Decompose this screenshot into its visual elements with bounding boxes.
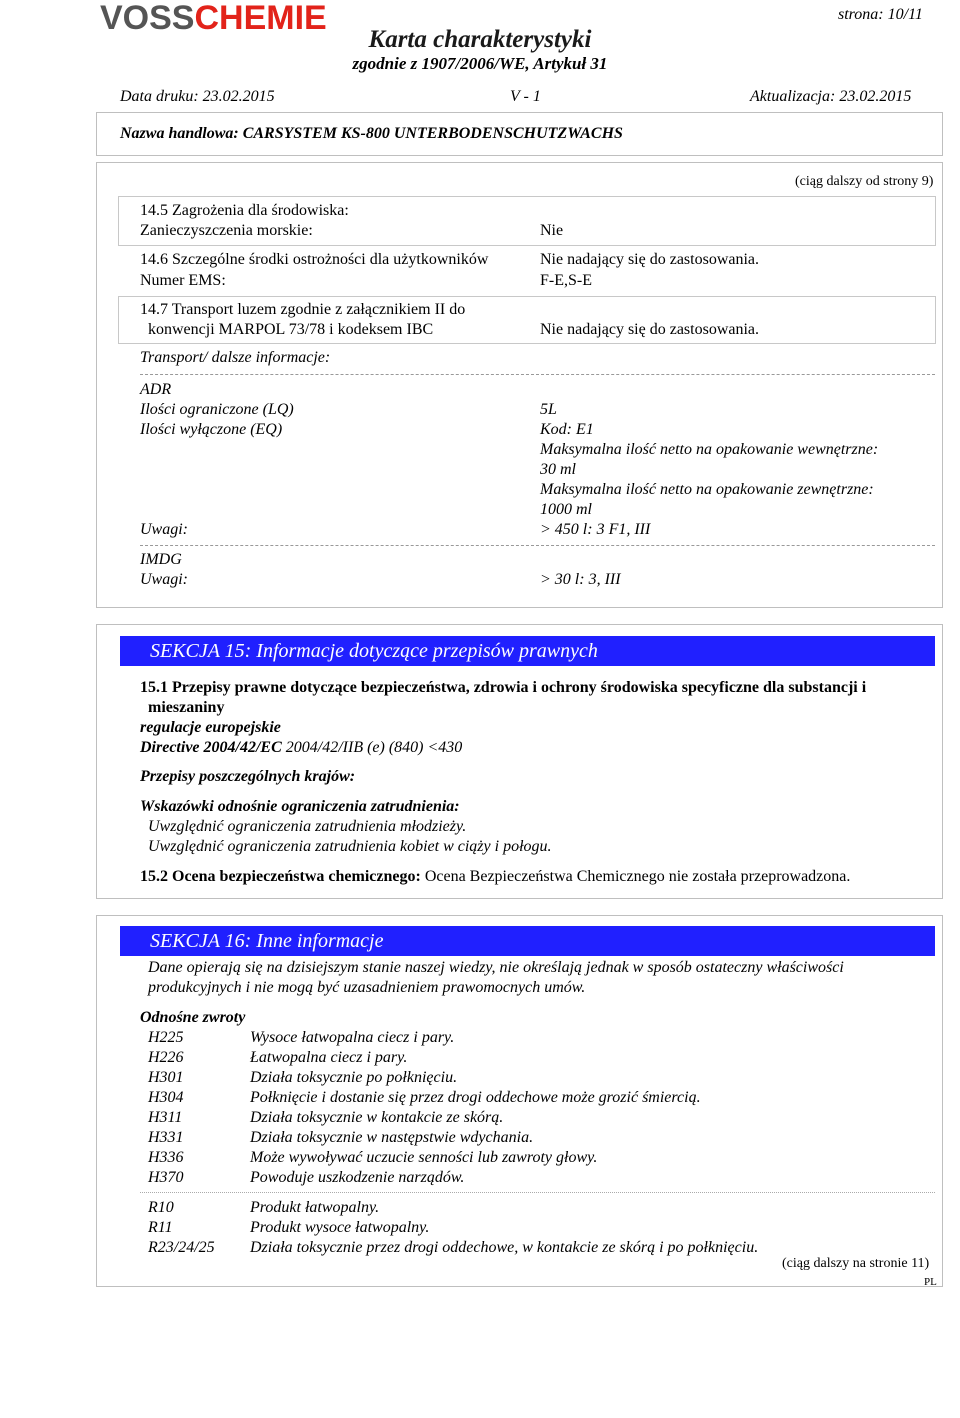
document-title: Karta charakterystyki [368,26,592,53]
logo-part-2: CHEMIE [194,0,327,37]
eq-inner-1: Maksymalna ilość netto na opakowanie wewnętrzne: [540,441,879,458]
phrase-code: H304 [148,1089,184,1106]
phrase-code: R11 [148,1219,173,1236]
imdg-remarks-label: Uwagi: [140,571,188,588]
phrases-label: Odnośne zwroty [140,1009,246,1026]
phrase-code: H370 [148,1169,184,1186]
lq-label: Ilości ograniczone (LQ) [140,401,294,418]
csa-value: Ocena Bezpieczeństwa Chemicznego nie została przeprowadzona. [424,868,851,885]
disclaimer-2: produkcyjnych i nie mogą być uzasadnieniem prawomocnych umów. [148,979,586,996]
precautions-label: 14.6 Szczególne środki ostrożności dla użytkowników [140,251,489,268]
section-15-title: SEKCJA 15: Informacje dotyczące przepisów prawnych [120,636,935,666]
eq-inner-2: 30 ml [540,461,576,478]
employment-label: Wskazówki odnośnie ograniczenia zatrudnienia: [140,798,460,815]
phrase-text: Powoduje uszkodzenie narządów. [250,1169,465,1186]
version: V - 1 [510,88,541,105]
eq-outer-1: Maksymalna ilość netto na opakowanie zewnętrzne: [540,481,874,498]
eu-regulations: regulacje europejskie [140,719,281,736]
document-subtitle: zgodnie z 1907/2006/WE, Artykuł 31 [352,54,608,73]
phrase-text: Może wywoływać uczucie senności lub zawroty głowy. [250,1149,598,1166]
directive-label: Directive 2004/42/EC [140,739,282,756]
employment-note-1: Uwzględnić ograniczenia zatrudnienia młodzieży. [148,818,467,835]
lq-value: 5L [540,401,557,418]
update-date: Aktualizacja: 23.02.2015 [750,88,912,105]
phrase-code: R23/24/25 [148,1239,215,1256]
phrase-text: Działa toksycznie w kontakcie ze skórą. [250,1109,504,1126]
bulk-label-2: konwencji MARPOL 73/78 i kodeksem IBC [148,321,434,338]
directive-line [140,739,462,757]
print-date: Data druku: 23.02.2015 [120,88,275,105]
employment-note-2: Uwzględnić ograniczenia zatrudnienia kobiet w ciąży i połogu. [148,838,552,855]
imdg-label: IMDG [140,551,182,568]
phrase-text: Działa toksycznie po połknięciu. [250,1069,458,1086]
regulations-title-1: 15.1 Przepisy prawne dotyczące bezpieczeństwa, zdrowia i ochrony środowiska specyficzne dla substancji i [140,679,867,696]
phrase-text: Produkt wysoce łatwopalny. [250,1219,430,1236]
phrase-code: H226 [148,1049,184,1066]
disclaimer-1: Dane opierają się na dzisiejszym stanie naszej wiedzy, nie określają jednak w sposób ostateczny właściwości [148,959,844,976]
phrase-code: H331 [148,1129,184,1146]
directive-value: 2004/42/IIB (e) (840) <430 [285,739,463,756]
eq-label: Ilości wyłączone (EQ) [140,421,283,438]
phrase-text: Łatwopalna ciecz i pary. [250,1049,408,1066]
logo-part-1: VOSS [100,0,195,37]
eq-outer-2: 1000 ml [540,501,592,518]
phrase-text: Działa toksycznie przez drogi oddechowe, w kontakcie ze skórą i po połknięciu. [250,1239,759,1256]
eq-code: Kod: E1 [540,421,594,438]
continued-to: (ciąg dalszy na stronie 11) [782,1256,930,1271]
ems-value: F-E,S-E [540,272,592,289]
phrase-code: H311 [148,1109,183,1126]
transport-info: Transport/ dalsze informacje: [140,349,331,366]
adr-remarks-label: Uwagi: [140,521,188,538]
phrase-code: H225 [148,1029,184,1046]
phrase-code: R10 [148,1199,174,1216]
marine-value: Nie [540,222,564,239]
phrase-code: H336 [148,1149,184,1166]
adr-label: ADR [140,381,172,398]
dotted-divider [140,1192,935,1193]
precautions-value: Nie nadający się do zastosowania. [540,251,760,268]
phrase-text: Wysoce łatwopalna ciecz i pary. [250,1029,455,1046]
continued-from: (ciąg dalszy od strony 9) [795,174,934,189]
page-number: strona: 10/11 [838,6,923,23]
csa-label: 15.2 Ocena bezpieczeństwa chemicznego: [140,868,421,885]
phrase-text: Produkt łatwopalny. [250,1199,380,1216]
divider [140,545,935,546]
language-code: PL [924,1276,937,1288]
phrase-text: Działa toksycznie w następstwie wdychania. [250,1129,534,1146]
marine-label: Zanieczyszczenia morskie: [140,222,313,239]
divider [140,374,935,375]
bulk-label-1: 14.7 Transport luzem zgodnie z załącznikiem II do [140,301,466,318]
bulk-value: Nie nadający się do zastosowania. [540,321,760,338]
regulations-title-2: mieszaniny [148,699,225,716]
hazards-title: 14.5 Zagrożenia dla środowiska: [140,202,349,219]
phrase-code: H301 [148,1069,184,1086]
adr-remarks-value: > 450 l: 3 F1, III [540,521,651,538]
trade-name: Nazwa handlowa: CARSYSTEM KS-800 UNTERBODENSCHUTZWACHS [120,125,623,142]
ems-label: Numer EMS: [140,272,226,289]
imdg-remarks-value: > 30 l: 3, III [540,571,621,588]
csa-line [140,868,850,886]
phrase-text: Połknięcie i dostanie się przez drogi oddechowe może grozić śmiercią. [250,1089,701,1106]
national-regs: Przepisy poszczególnych krajów: [140,768,356,785]
section-16-title: SEKCJA 16: Inne informacje [120,926,935,956]
